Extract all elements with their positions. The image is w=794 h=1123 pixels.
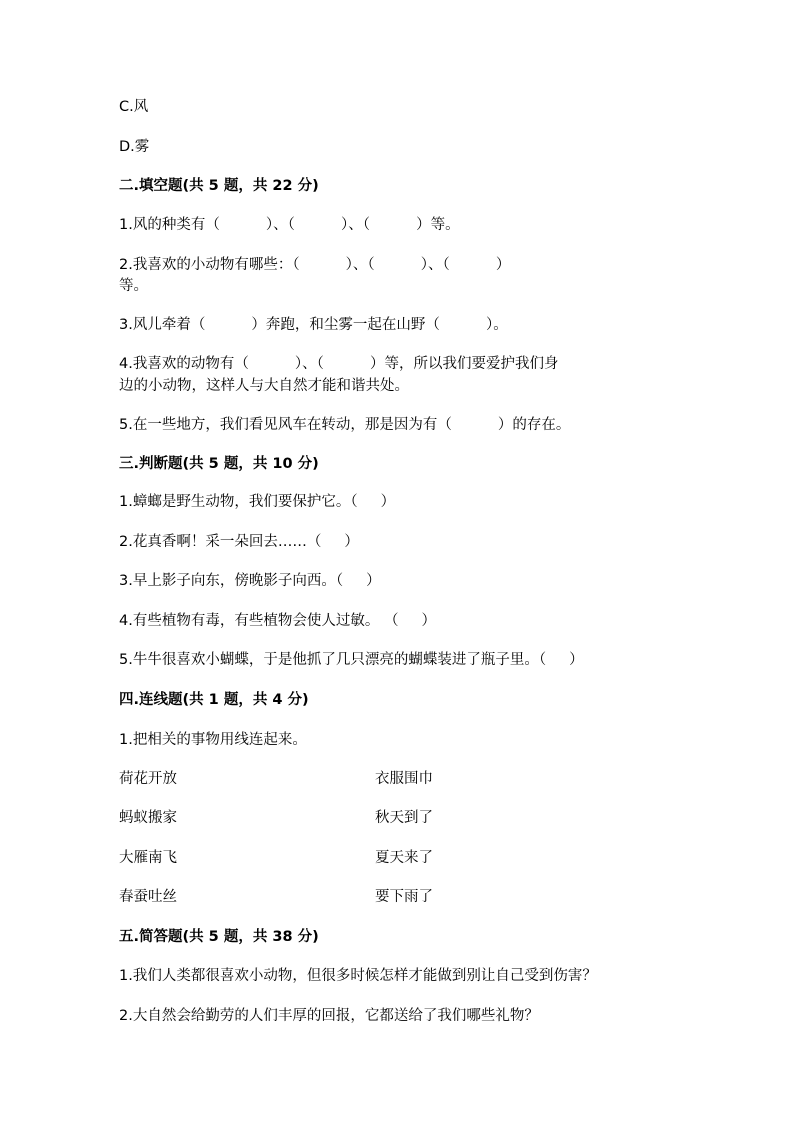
match-right-item: 衣服围巾 xyxy=(375,771,433,787)
judge-question: 5.牛牛很喜欢小蝴蝶，于是他抓了几只漂亮的蝴蝶装进了瓶子里。（ ） xyxy=(119,652,584,668)
option-d: D.雾 xyxy=(119,139,150,155)
fill-question: 1.风的种类有（ ）、（ ）、（ ）等。 xyxy=(119,217,460,233)
short-question: 1.我们人类都很喜欢小动物，但很多时候怎样才能做到别让自己受到伤害？ xyxy=(119,968,597,984)
match-left-item: 春蚕吐丝 xyxy=(119,889,177,905)
section-heading-judge: 三.判断题(共 5 题，共 10 分) xyxy=(119,456,319,472)
match-left-item: 大雁南飞 xyxy=(119,850,177,866)
section-heading-fill: 二.填空题(共 5 题，共 22 分) xyxy=(119,178,319,194)
judge-question: 4.有些植物有毒，有些植物会使人过敏。 （ ） xyxy=(119,613,436,629)
fill-question: 5.在一些地方，我们看见风车在转动，那是因为有（ ）的存在。 xyxy=(119,417,571,433)
match-prompt: 1.把相关的事物用线连起来。 xyxy=(119,732,307,748)
fill-question: 3.风儿牵着（ ）奔跑，和尘雾一起在山野（ ）。 xyxy=(119,317,508,333)
option-c: C.风 xyxy=(119,99,149,115)
fill-question-continued: 等。 xyxy=(119,278,148,294)
fill-question: 2.我喜欢的小动物有哪些：（ ）、（ ）、（ ） xyxy=(119,257,511,273)
section-heading-short: 五.简答题(共 5 题，共 38 分) xyxy=(119,929,319,945)
short-question: 2.大自然会给勤劳的人们丰厚的回报，它都送给了我们哪些礼物？ xyxy=(119,1008,539,1024)
section-heading-match: 四.连线题(共 1 题，共 4 分) xyxy=(119,692,309,708)
match-left-item: 蚂蚁搬家 xyxy=(119,810,177,826)
fill-question: 4.我喜欢的动物有（ ）、（ ）等，所以我们要爱护我们身 xyxy=(119,356,559,372)
fill-question-continued: 边的小动物，这样人与大自然才能和谐共处。 xyxy=(119,378,409,394)
judge-question: 3.早上影子向东，傍晚影子向西。（ ） xyxy=(119,573,381,589)
match-right-item: 要下雨了 xyxy=(375,889,433,905)
match-right-item: 秋天到了 xyxy=(375,810,433,826)
judge-question: 1.蟑螂是野生动物，我们要保护它。（ ） xyxy=(119,494,396,510)
judge-question: 2.花真香啊！采一朵回去……（ ） xyxy=(119,534,359,550)
match-right-item: 夏天来了 xyxy=(375,850,433,866)
match-left-item: 荷花开放 xyxy=(119,771,177,787)
